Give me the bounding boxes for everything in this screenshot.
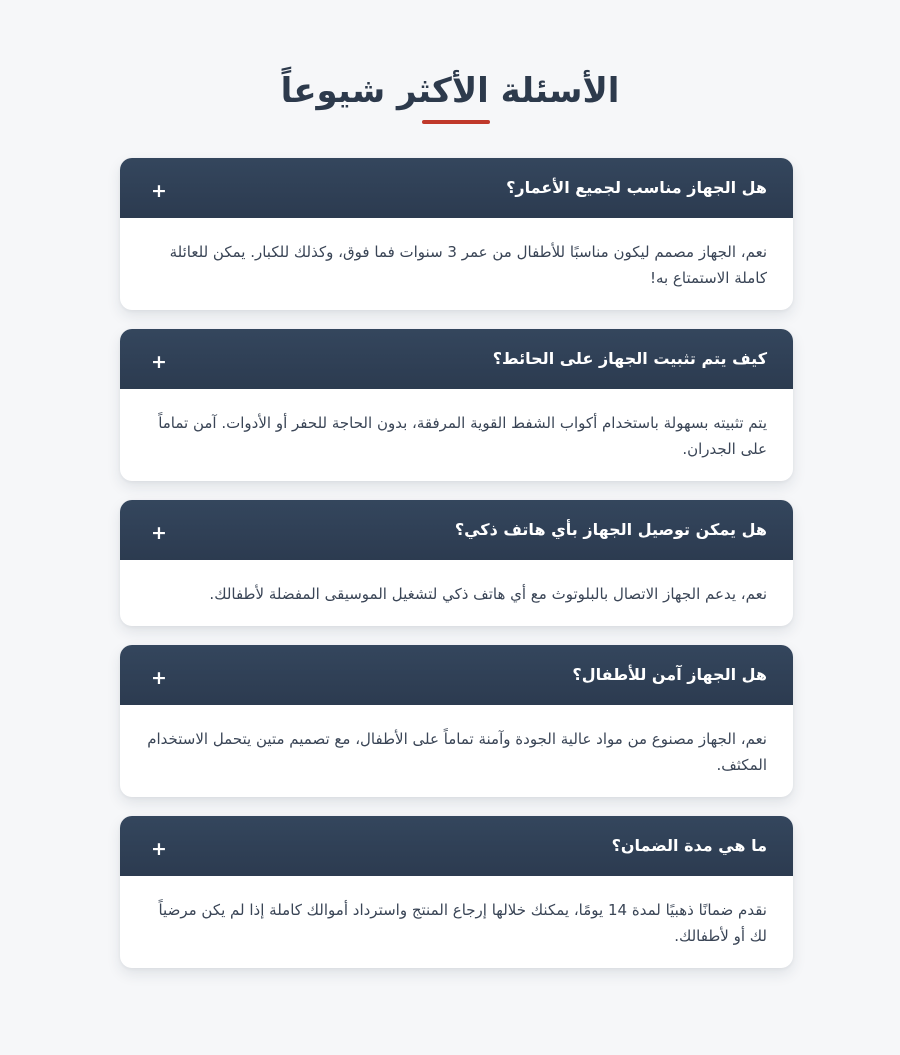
- faq-question-toggle[interactable]: [120, 816, 793, 876]
- faq-answer: نعم، يدعم الجهاز الاتصال بالبلوتوث مع أي هاتف ذكي لتشغيل الموسيقى المفضلة لأطفالك.: [209, 585, 767, 603]
- faq-question-toggle[interactable]: [120, 500, 793, 560]
- faq-answer: نعم، الجهاز مصنوع من مواد عالية الجودة وآمنة تماماً على الأطفال، مع تصميم متين يتحمل الاستخدام المكثف.: [147, 730, 767, 774]
- faq-question-toggle[interactable]: [120, 158, 793, 218]
- title-underline: [422, 120, 490, 124]
- faq-question-toggle[interactable]: [120, 645, 793, 705]
- faq-item: [120, 500, 793, 626]
- faq-question: هل الجهاز آمن للأطفال؟: [572, 665, 767, 684]
- plus-icon[interactable]: +: [151, 522, 167, 544]
- faq-item: [120, 158, 793, 310]
- faq-question: ما هي مدة الضمان؟: [611, 836, 767, 855]
- plus-icon[interactable]: +: [151, 351, 167, 373]
- faq-answer: يتم تثبيته بسهولة باستخدام أكواب الشفط القوية المرفقة، بدون الحاجة للحفر أو الأدوات. آمن تماماً على الجدران.: [158, 414, 767, 458]
- faq-item: [120, 645, 793, 797]
- faq-question: كيف يتم تثبيت الجهاز على الحائط؟: [492, 349, 767, 368]
- page-title: الأسئلة الأكثر شيوعاً: [280, 71, 620, 111]
- faq-question-toggle[interactable]: [120, 329, 793, 389]
- plus-icon[interactable]: +: [151, 180, 167, 202]
- faq-answer: نعم، الجهاز مصمم ليكون مناسبًا للأطفال من عمر 3 سنوات فما فوق، وكذلك للكبار. يمكن للعائلة كاملة الاستمتاع به!: [169, 243, 767, 287]
- plus-icon[interactable]: +: [151, 838, 167, 860]
- faq-question: هل يمكن توصيل الجهاز بأي هاتف ذكي؟: [454, 520, 767, 539]
- faq-item: [120, 329, 793, 481]
- faq-question: هل الجهاز مناسب لجميع الأعمار؟: [506, 178, 767, 197]
- faq-list: [120, 158, 793, 987]
- faq-item: [120, 816, 793, 968]
- faq-answer: نقدم ضمانًا ذهبيًا لمدة 14 يومًا، يمكنك خلالها إرجاع المنتج واسترداد أموالك كاملة إذا لم يكن مرضياً لك أو لأطفالك.: [158, 901, 767, 945]
- plus-icon[interactable]: +: [151, 667, 167, 689]
